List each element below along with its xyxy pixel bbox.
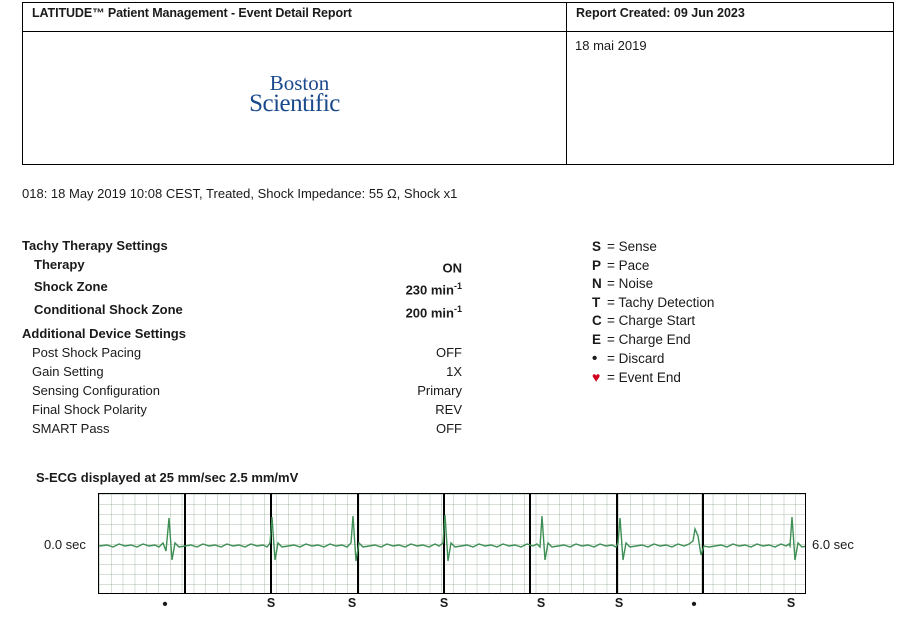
- legend-symbol: C: [592, 313, 602, 329]
- setting-label: Final Shock Polarity: [32, 401, 147, 417]
- report-header-table: [22, 2, 894, 165]
- setting-value: OFF: [436, 420, 462, 436]
- setting-value: [333, 255, 462, 277]
- table-row: [22, 419, 462, 438]
- setting-value-text: ON: [442, 260, 462, 276]
- list-item: [592, 350, 714, 369]
- table-row: [22, 255, 462, 277]
- setting-value: [333, 300, 462, 322]
- settings-block: [22, 238, 462, 438]
- setting-label: Post Shock Pacing: [32, 344, 142, 360]
- discard-dot-icon: •: [592, 349, 598, 367]
- setting-label: Shock Zone: [34, 279, 108, 295]
- table-row: [22, 300, 462, 322]
- report-created-date: Report Created: 09 Jun 2023: [567, 3, 894, 32]
- setting-label: Therapy: [34, 257, 85, 272]
- ecg-marker: •: [162, 596, 168, 613]
- table-row: [22, 400, 462, 419]
- logo-cell: [23, 32, 567, 165]
- ecg-caption: S-ECG displayed at 25 mm/sec 2.5 mm/mV: [36, 470, 299, 485]
- legend-symbol: T: [592, 294, 601, 310]
- setting-value: [333, 277, 462, 299]
- setting-value: Primary: [417, 382, 462, 398]
- list-item: [592, 275, 714, 294]
- table-row: [22, 277, 462, 299]
- list-item: [592, 294, 714, 313]
- setting-value: 1X: [446, 363, 462, 379]
- ecg-strip: [98, 493, 806, 594]
- event-summary-line: 018: 18 May 2019 10:08 CEST, Treated, Shock Impedance: 55 Ω, Shock x1: [22, 186, 458, 201]
- legend-text: = Event End: [607, 370, 681, 386]
- logo-line-2: Scientific: [249, 89, 340, 117]
- ecg-trace: [99, 515, 806, 561]
- table-row: [22, 343, 462, 362]
- legend-text: = Discard: [607, 350, 665, 366]
- legend-symbol: E: [592, 331, 602, 347]
- list-item: [592, 238, 714, 257]
- setting-label: Gain Setting: [32, 363, 104, 379]
- setting-value: REV: [435, 401, 462, 417]
- table-row: [22, 362, 462, 381]
- additional-settings-title: Additional Device Settings: [22, 325, 186, 341]
- legend-text: = Noise: [607, 276, 654, 292]
- ecg-end-label: 6.0 sec: [812, 537, 854, 552]
- setting-value-text: 200 min: [405, 304, 454, 320]
- ecg-marker-row: [98, 596, 806, 616]
- ecg-marker: S: [536, 596, 546, 610]
- setting-label: SMART Pass: [32, 420, 110, 436]
- setting-value: OFF: [436, 344, 462, 360]
- legend-symbol: S: [592, 239, 602, 254]
- setting-value-text: 230 min: [405, 282, 454, 298]
- legend-text: = Pace: [607, 257, 650, 273]
- setting-label: Conditional Shock Zone: [34, 301, 183, 317]
- report-title: LATITUDE™ Patient Management - Event Detail Report: [23, 3, 567, 32]
- legend-text: = Charge Start: [607, 313, 696, 329]
- setting-label: Sensing Configuration: [32, 382, 160, 398]
- marker-legend: [592, 238, 714, 388]
- list-item: [592, 257, 714, 276]
- ecg-marker: S: [347, 596, 357, 610]
- ecg-marker: S: [614, 596, 624, 610]
- ecg-start-label: 0.0 sec: [44, 537, 86, 552]
- legend-symbol: N: [592, 276, 602, 292]
- list-item: [592, 368, 714, 388]
- logo-line-1: Boston: [269, 70, 330, 95]
- table-row: [22, 381, 462, 400]
- setting-value-sup: -1: [453, 281, 462, 292]
- tachy-settings-title: Tachy Therapy Settings: [22, 238, 168, 253]
- list-item: [592, 312, 714, 331]
- legend-text: = Tachy Detection: [607, 294, 715, 310]
- setting-value-sup: -1: [453, 303, 462, 314]
- ecg-marker: S: [266, 596, 276, 610]
- legend-text: = Sense: [607, 239, 657, 254]
- patient-date-cell: 18 mai 2019: [567, 32, 894, 165]
- list-item: [592, 331, 714, 350]
- ecg-marker: •: [691, 596, 697, 613]
- legend-symbol: P: [592, 257, 602, 273]
- heart-icon: ♥: [592, 369, 601, 386]
- legend-text: = Charge End: [607, 331, 691, 347]
- ecg-waveform: [99, 494, 806, 593]
- ecg-marker: S: [439, 596, 449, 610]
- ecg-marker: S: [786, 596, 796, 610]
- boston-scientific-logo: [249, 70, 340, 117]
